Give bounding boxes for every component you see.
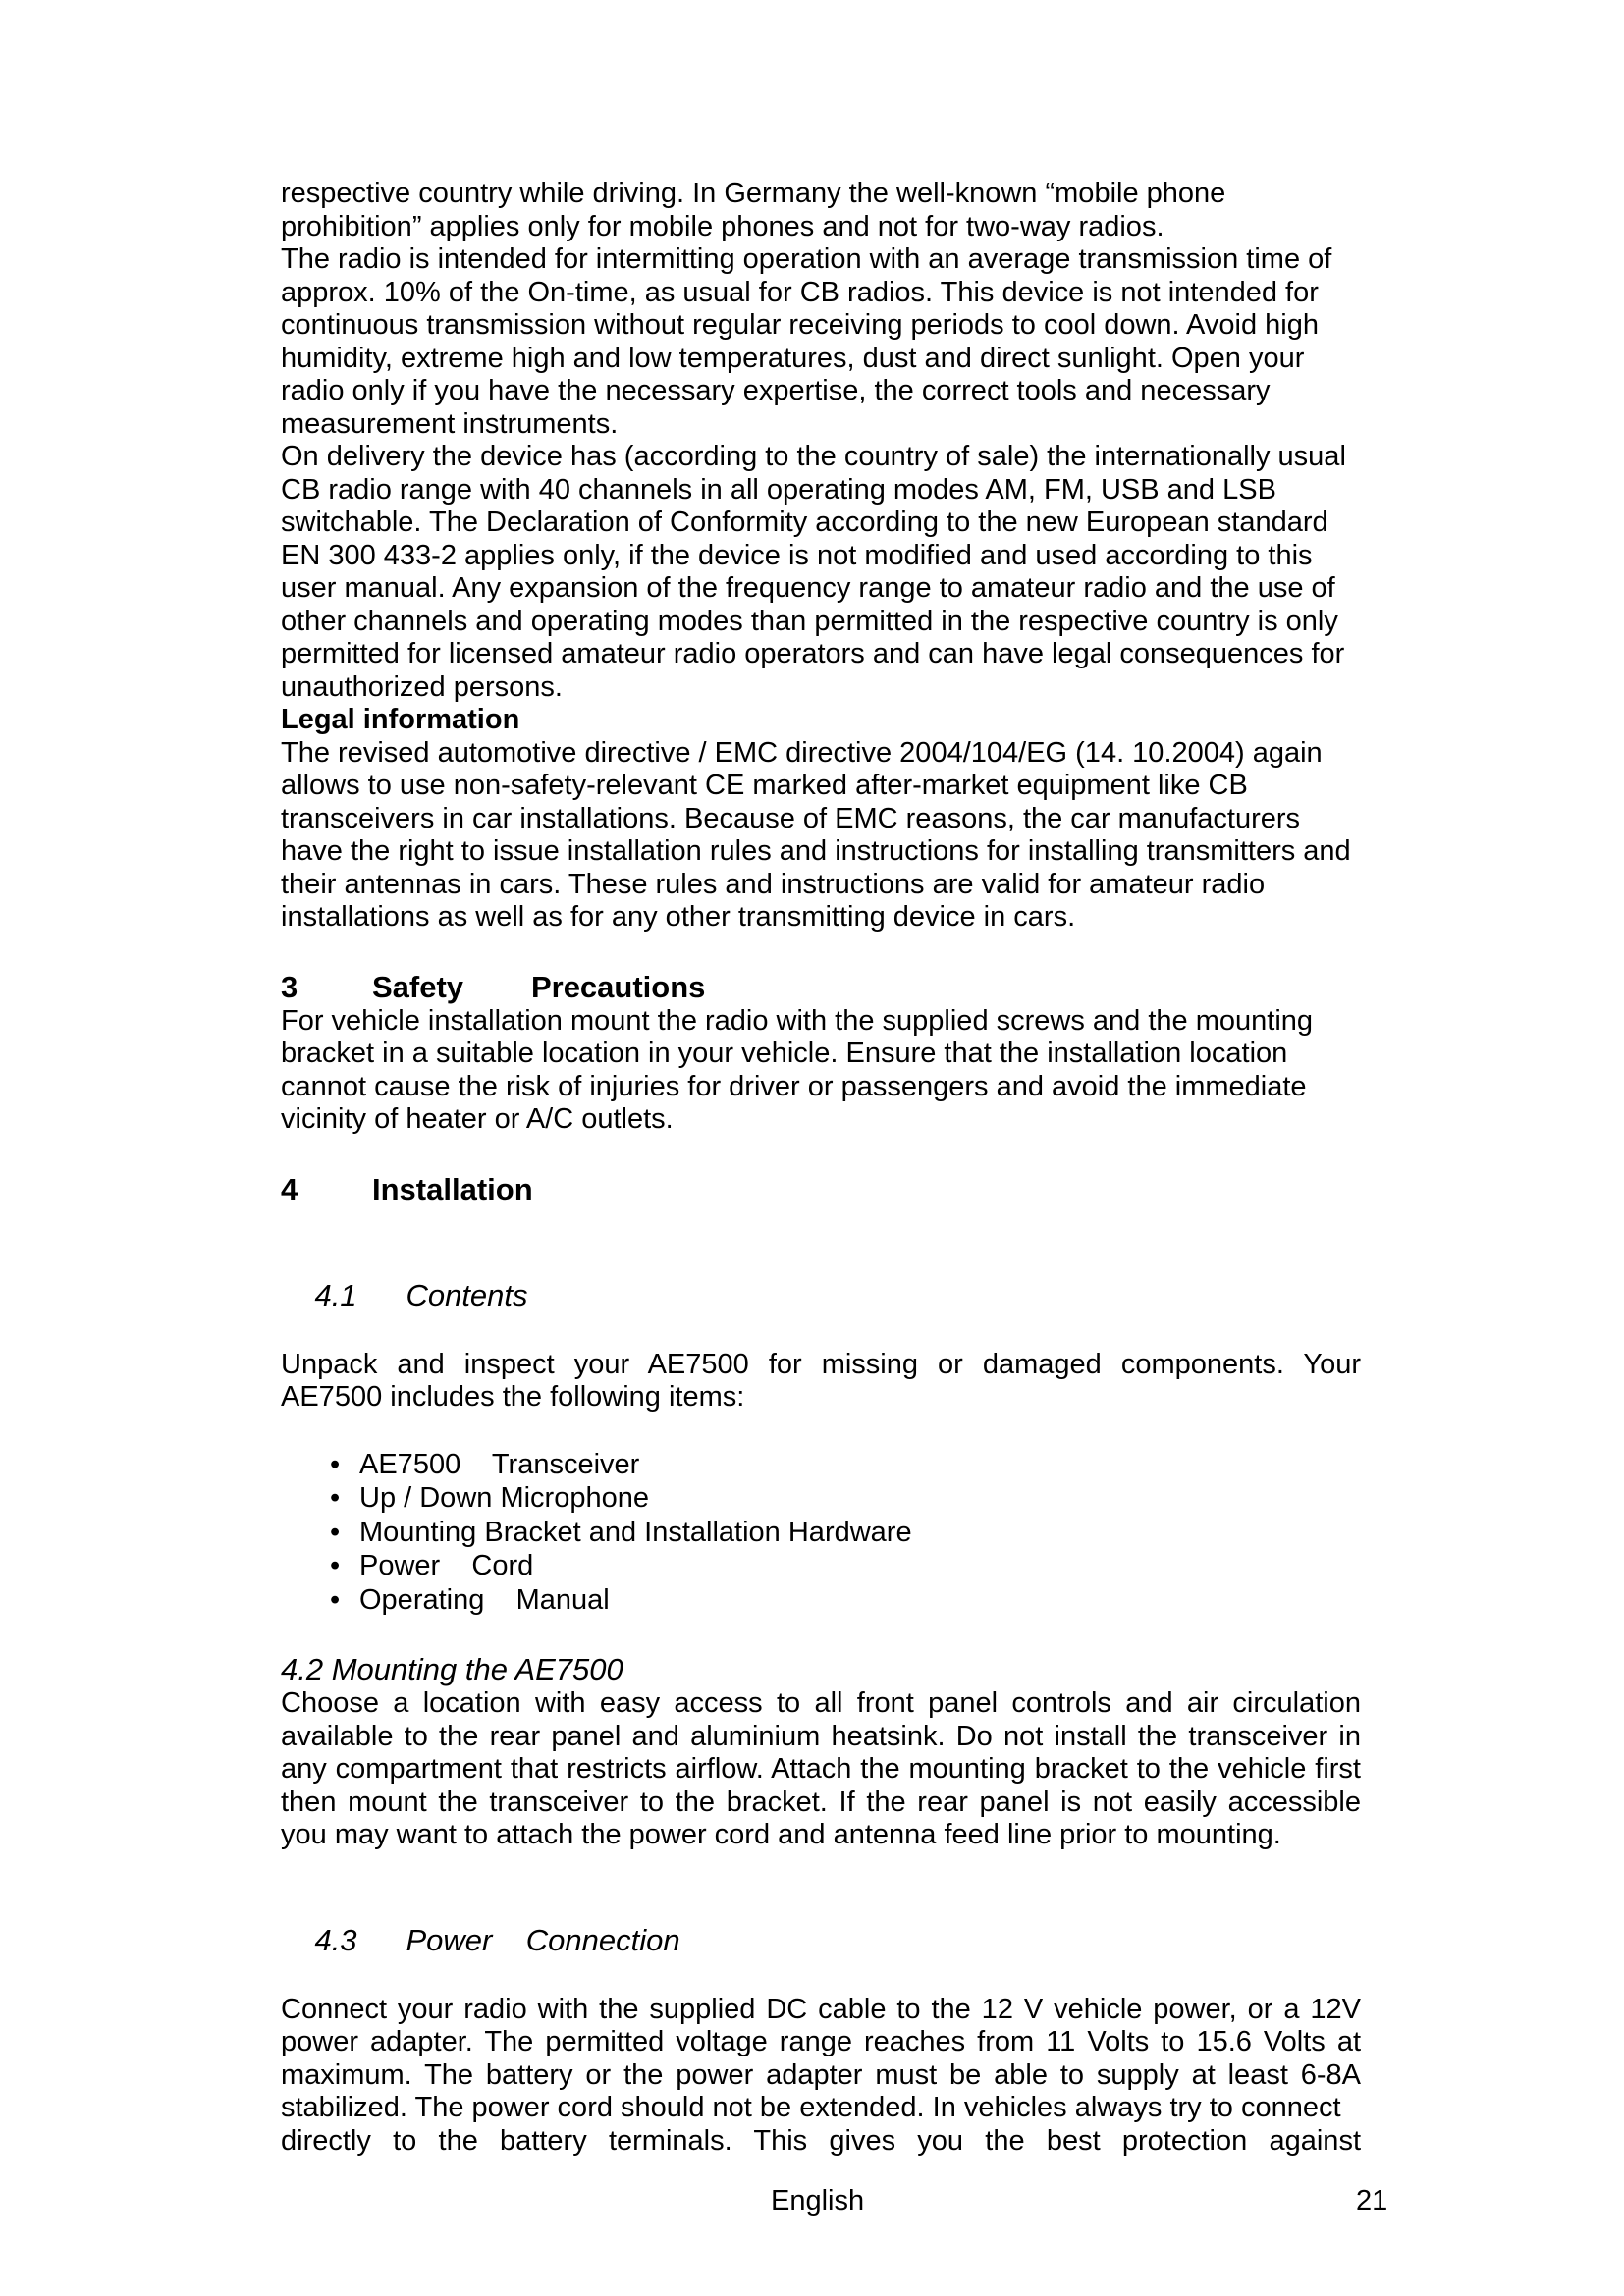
- subsection-4-1-number: 4.1: [314, 1277, 357, 1312]
- section-4-number: 4: [281, 1171, 298, 1206]
- section-3-heading: [281, 970, 1361, 1005]
- list-item-text: Up / Down Microphone: [359, 1482, 649, 1514]
- bullet-icon: •: [330, 1583, 341, 1616]
- subsection-4-2-paragraph: Choose a location with easy access to all front panel controls and air circulation available to the rear panel and aluminium heatsink. Do not install the transceiver in any compartment that restricts airflow. Attach the mounting bracket to the vehicle first then mount the transceiver to the bracket. If the rear panel is not easily accessible you may want to attach the power cord and antenna feed line prior to mounting.: [281, 1687, 1361, 1850]
- bullet-icon: •: [330, 1448, 341, 1480]
- contents-list: [281, 1448, 1361, 1618]
- subsection-4-2-heading: 4.2 Mounting the AE7500: [281, 1652, 623, 1686]
- section-3-number: 3: [281, 969, 298, 1004]
- document-page: [281, 178, 1361, 2158]
- subsection-4-1-paragraph-line-2: AE7500 includes the following items:: [281, 1381, 745, 1413]
- intro-paragraph-2: The radio is intended for intermitting operation with an average transmission time of approx. 10% of the On-time, as usual for CB radios. This device is not intended for continuous transmission without regular receiving periods to cool down. Avoid high humidity, extreme high and low temperatures, dust and direct sunlight. Open your radio only if you have the necessary expertise, the correct tools and necessary measurement instruments.: [281, 243, 1332, 440]
- subsection-4-3-heading: [281, 1888, 1361, 1994]
- list-item-text: Power Cord: [359, 1550, 534, 1581]
- subsection-4-3-paragraph-last-line: directly to the battery terminals. This gives you the best protection against: [281, 2124, 1361, 2157]
- bullet-icon: •: [330, 1550, 341, 1581]
- section-4-title: Installation: [372, 1171, 533, 1206]
- intro-paragraph-3: On delivery the device has (according to the country of sale) the internationally usual CB radio range with 40 channels in all operating modes AM, FM, USB and LSB switchable. The Declaration of Conformity according to the new European standard EN 300 433-2 applies only, if the device is not modified and used according to this user manual. Any expansion of the frequency range to amateur radio and the use of other channels and operating modes than permitted in the respective country is only permitted for licensed amateur radio operators and can have legal consequences for unauthorized persons.: [281, 441, 1346, 703]
- subsection-4-3-paragraph: Connect your radio with the supplied DC cable to the 12 V vehicle power, or a 12V power adapter. The permitted voltage range reaches from 11 Volts to 15.6 Volts at maximum. The battery or the power adapter must be able to supply at least 6-8A stabilized. The power cord should not be extended. In vehicles always try to connect: [281, 1993, 1361, 2123]
- list-item: [330, 1583, 1361, 1618]
- list-item-text: AE7500 Transceiver: [359, 1448, 640, 1480]
- list-item-text: Operating Manual: [359, 1583, 610, 1616]
- list-item: [330, 1448, 1361, 1482]
- subsection-4-3-number: 4.3: [314, 1922, 357, 1957]
- intro-paragraph-1: respective country while driving. In Germany the well-known “mobile phone prohibition” applies only for mobile phones and not for two-way radios.: [281, 178, 1226, 242]
- subsection-4-3-title: Power Connection: [406, 1922, 680, 1957]
- subsection-4-1-paragraph-line-1: Unpack and inspect your AE7500 for missing or damaged components. Your: [281, 1348, 1361, 1380]
- section-3-paragraph: For vehicle installation mount the radio with the supplied screws and the mounting bracket in a suitable location in your vehicle. Ensure that the installation location cannot cause the risk of injuries for driver or passengers and avoid the immediate vicinity of heater or A/C outlets.: [281, 1004, 1314, 1135]
- subsection-4-1-title: Contents: [406, 1277, 528, 1312]
- footer-language: English: [771, 2185, 865, 2216]
- list-item: [330, 1481, 1361, 1516]
- section-4-heading: [281, 1172, 1361, 1207]
- list-item: [330, 1516, 1361, 1550]
- bullet-icon: •: [330, 1482, 341, 1514]
- bullet-icon: •: [330, 1516, 341, 1548]
- list-item-text: Mounting Bracket and Installation Hardware: [359, 1516, 912, 1548]
- footer-page-number: 21: [1356, 2185, 1388, 2216]
- list-item: [330, 1549, 1361, 1583]
- subsection-4-1-heading: [281, 1243, 1361, 1349]
- legal-information-heading: Legal information: [281, 704, 520, 735]
- legal-information-paragraph: The revised automotive directive / EMC directive 2004/104/EG (14. 10.2004) again allows to use non-safety-relevant CE marked after-market equipment like CB transceivers in car installations. Because of EMC reasons, the car manufacturers have the right to issue installation rules and instructions for installing transmitters and their antennas in cars. These rules and instructions are valid for amateur radio installations as well as for any other transmitting device in cars.: [281, 736, 1351, 933]
- section-3-title: Safety Precautions: [372, 969, 706, 1004]
